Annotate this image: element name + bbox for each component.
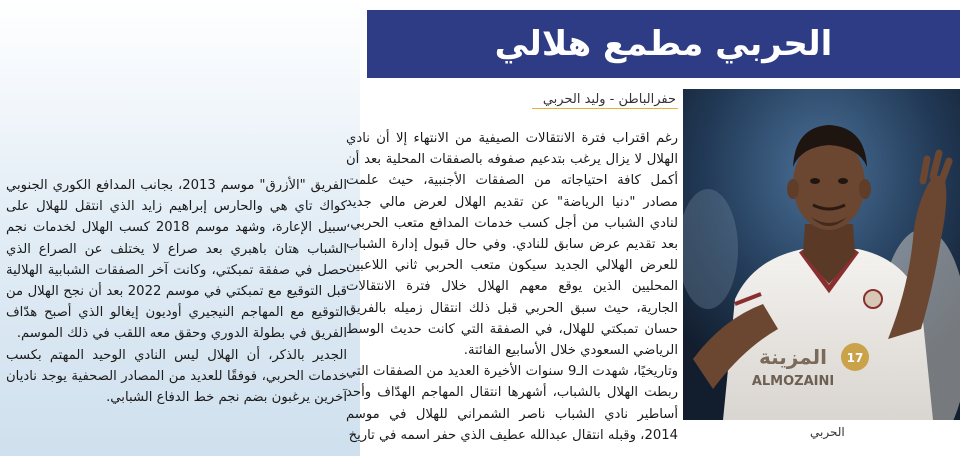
- byline-rule: [532, 108, 678, 109]
- headline: الحربي مطمع هلالي: [494, 24, 833, 64]
- photo-caption: الحربي: [810, 425, 845, 439]
- paragraph: وتاريخيًا، شهدت الـ9 سنوات الأخيرة العديد من الصفقات التي ربطت الهلال بالشباب، أشهرها انتقال المهاجم الهدّاف وأحد أساطير نادي الشباب ناصر الشمراني للهلال في موسم 2014، وقبله انتقال عبدالله عطيف الذي حفر اسمه في تاريخ: [346, 364, 678, 443]
- headline-bar: [367, 10, 960, 78]
- paragraph: رغم اقتراب فترة الانتقالات الصيفية من الانتهاء إلا أن نادي الهلال لا يزال يرغب بتدعيم صفوفه بالصفقات المحلية بعد أن أكمل كافة احتياجاته من الصفقات الأجنبية، حيث علمت مصادر "دنيا الرياضة" عن تقديم الهلال لعرض مالي جديد لنادي الشباب من أجل كسب خدمات المدافع متعب الحربي، بعد تقديم عرض سابق للنادي. وفي حال قبول إدارة الشباب للعرض الهلالي الجديد سيكون متعب الحربي ثاني اللاعبين المحليين الذين يوقع معهم الهلال خلال فترة الانتقالات الجارية، حيث سبق الحربي قبل ذلك انتقال زميله بالفريق حسان تمبكتي للهلال، في الصفقة التي كانت حديث الوسط الرياضي السعودي خلال الأسابيع الفائتة.: [346, 131, 678, 359]
- byline: حفرالباطن - وليد الحربي: [542, 92, 676, 107]
- article-column-right: [346, 128, 678, 446]
- sponsor-latin: ALMOZAINI: [751, 374, 835, 389]
- article-column-left: [6, 175, 347, 408]
- paragraph: الفريق "الأزرق" موسم 2013، بجانب المدافع الكوري الجنوبي كواك تاي هي والحارس إبراهيم زايد الذي انتقل للهلال على سبيل الإعارة، وشهد موسم 2018 كسب الهلال لخدمات نجم الشباب هتان باهبري بعد صراع لا يختلف عن الصراع الذي حصل في صفقة تمبكتي، وكانت آخر الصفقات الشبابية الهلالية قبل التوقيع مع تمبكتي في موسم 2022 بعد أن نجح الهلال من التوقيع مع المهاجم النيجيري أوديون إيغالو الذي أصبح هدّاف الفريق في بطولة الدوري وحقق معه اللقب في ذلك الموسم.: [6, 178, 347, 342]
- player-illustration: [683, 89, 960, 420]
- sponsor-arabic: المزينة: [758, 345, 828, 369]
- jersey-number: 17: [846, 351, 864, 365]
- paragraph: الجدير بالذكر، أن الهلال ليس النادي الوحيد المهتم بكسب خدمات الحربي، فوفقًا للعديد من المصادر الصحفية يوجد ناديان آخرين يرغبون بضم نجم خط الدفاع الشبابي.: [6, 347, 347, 406]
- player-photo: [683, 89, 960, 420]
